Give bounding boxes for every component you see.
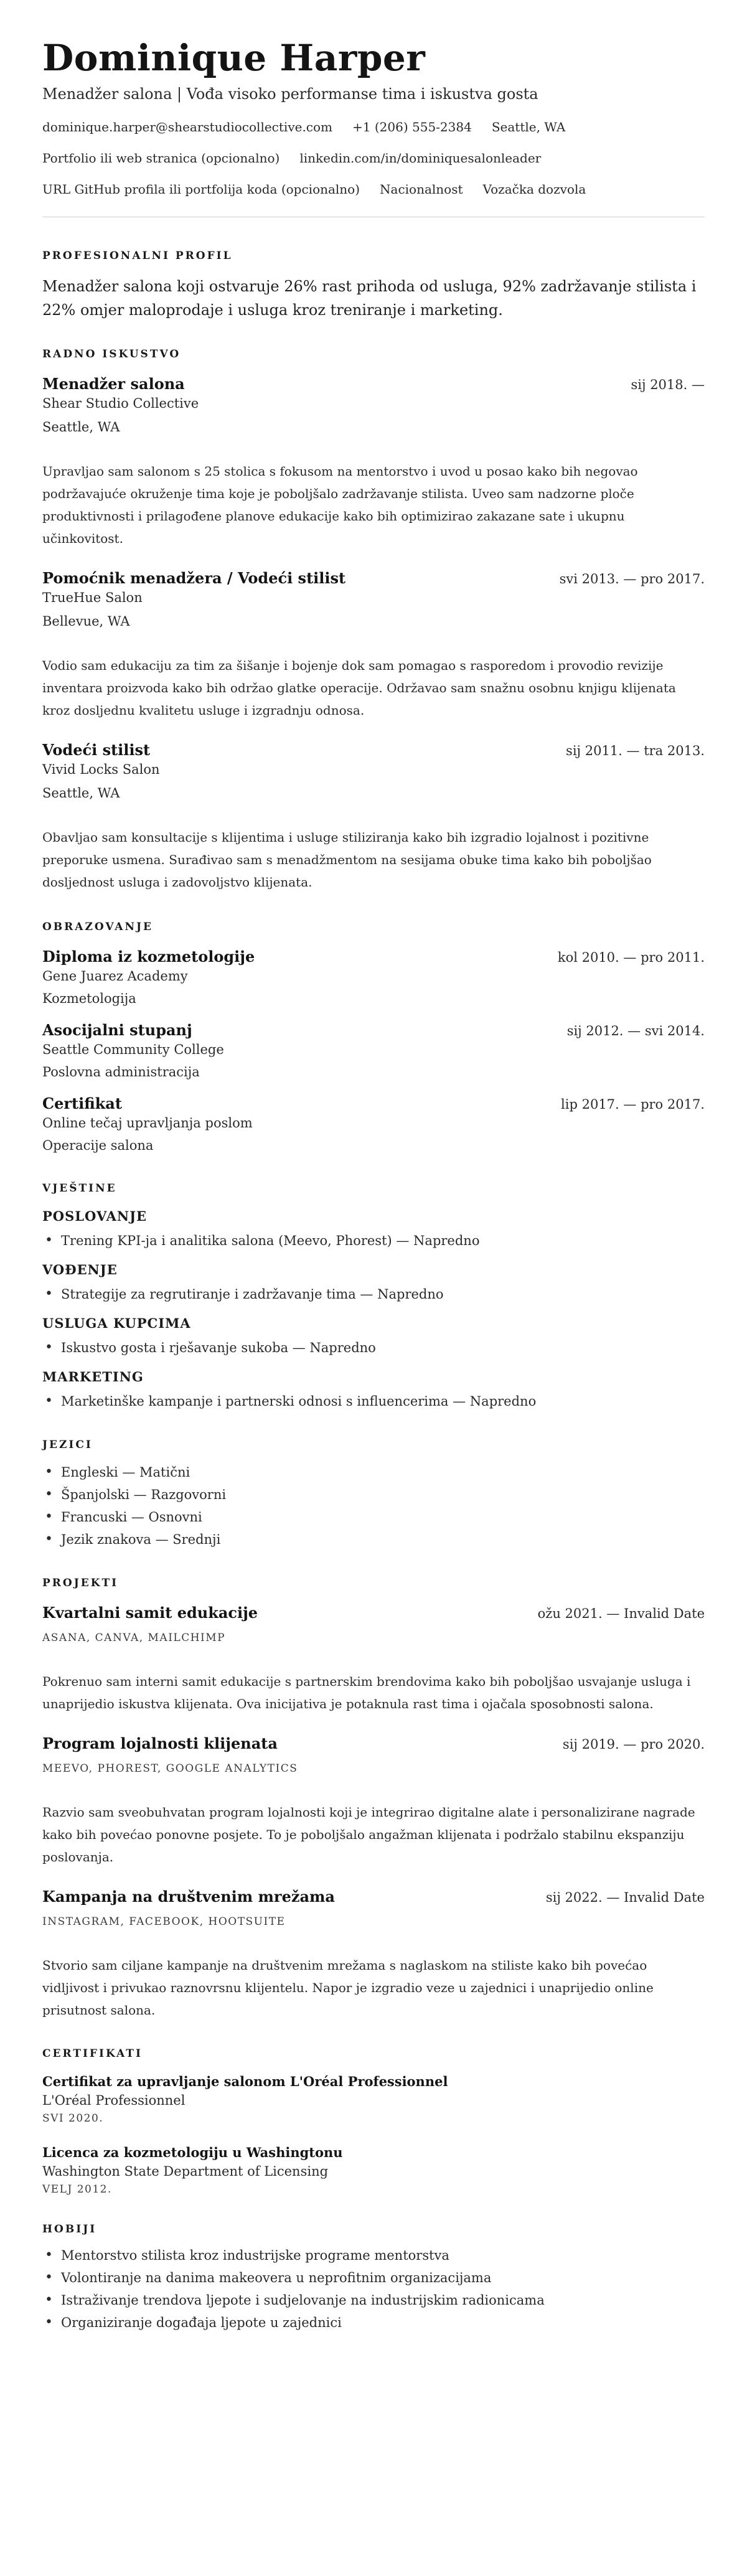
job-entry xyxy=(42,374,705,550)
education-entry xyxy=(42,947,705,1008)
project-description: Razvio sam sveobuhvatan program lojalnosti koji je integrirao digitalne alate i personalizirane nagrade kako bih povećao ponovne posjete. To je poboljšalo angažman klijenata i podržalo stabilnu ekspanziju poslovanja. xyxy=(42,1805,695,1864)
job-location: Seattle, WA xyxy=(42,420,120,435)
field-of-study: Poslovna administracija xyxy=(42,1065,200,1079)
project-entry xyxy=(42,1603,705,1715)
projects-section xyxy=(42,1576,705,2021)
project-title: Program lojalnosti klijenata xyxy=(42,1734,278,1752)
resume-header xyxy=(42,37,705,217)
skill-group xyxy=(42,1314,705,1359)
project-title: Kvartalni samit edukacije xyxy=(42,1604,258,1622)
job-date: sij 2018. — xyxy=(631,377,705,392)
github-link[interactable]: URL GitHub profila ili portfolija koda (opcionalno) xyxy=(42,182,360,197)
portfolio-link[interactable]: Portfolio ili web stranica (opcionalno) xyxy=(42,151,280,166)
headline: Menadžer salona | Vođa visoko performanse tima i iskustva gosta xyxy=(42,85,538,103)
hobbies-section xyxy=(42,2222,705,2334)
job-description: Vodio sam edukaciju za tim za šišanje i bojenje dok sam pomagao s rasporedom i provodio revizije inventara proizvoda kako bih održao glatke operacije. Održavao sam snažnu osobnu knjigu klijenata kroz dosljednu kvalitetu usluge i izgradnju odnosa. xyxy=(42,658,676,718)
location: Seattle, WA xyxy=(491,120,566,134)
project-date: ožu 2021. — Invalid Date xyxy=(537,1606,705,1621)
project-tools: ASANA, CANVA, MAILCHIMP xyxy=(42,1632,226,1644)
project-tools: INSTAGRAM, FACEBOOK, HOOTSUITE xyxy=(42,1916,286,1928)
certificates-section xyxy=(42,2046,705,2197)
field-of-study: Kozmetologija xyxy=(42,991,136,1006)
project-description: Stvorio sam ciljane kampanje na društvenim mrežama s naglaskom na stiliste kako bih povećao vidljivost i privukao raznovrsnu klijentelu. Napor je izgradio veze u zajednici i unaprijedio online prisutnost salona. xyxy=(42,1958,654,2018)
degree: Diploma iz kozmetologije xyxy=(42,947,255,966)
job-entry xyxy=(42,740,705,893)
school: Online tečaj upravljanja poslom xyxy=(42,1116,253,1131)
contact-row xyxy=(42,118,705,136)
education-section xyxy=(42,919,705,1155)
job-title: Pomoćnik menadžera / Vodeći stilist xyxy=(42,569,346,587)
languages-section xyxy=(42,1437,705,1551)
skill-group xyxy=(42,1261,705,1305)
company: Vivid Locks Salon xyxy=(42,762,160,777)
education-date: sij 2012. — svi 2014. xyxy=(566,1023,705,1038)
skill-item: • Trening KPI-ja i analitika salona (Meevo, Phorest) — Napredno xyxy=(42,1229,705,1252)
job-date: svi 2013. — pro 2017. xyxy=(559,571,705,586)
linkedin-link[interactable]: linkedin.com/in/dominiquesalonleader xyxy=(299,151,542,166)
skill-item: • Iskustvo gosta i rješavanje sukoba — Napredno xyxy=(42,1337,705,1359)
contact-row xyxy=(42,181,705,198)
project-entry xyxy=(42,1734,705,1868)
job-description: Obavljao sam konsultacije s klijentima i usluge stiliziranja kako bih izgradio lojalnost i pozitivne preporuke usmena. Surađivao sam s menadžmentom na sesijama obuke tima kako bih poboljšao dosljednost usluga i zadovoljstvo klijenata. xyxy=(42,830,652,890)
job-entry xyxy=(42,568,705,722)
phone-number[interactable]: +1 (206) 555-2384 xyxy=(352,120,472,134)
section-title: PROJEKTI xyxy=(42,1577,119,1589)
certificate-issuer: Washington State Department of Licensing xyxy=(42,2164,329,2179)
profile-section xyxy=(42,248,705,322)
language-item: • Jezik znakova — Srednji xyxy=(42,1528,705,1551)
job-title: Vodeći stilist xyxy=(42,741,151,759)
project-date: sij 2022. — Invalid Date xyxy=(545,1890,705,1905)
hobby-item: • Volontiranje na danima makeovera u neprofitnim organizacijama xyxy=(42,2267,705,2289)
job-title: Menadžer salona xyxy=(42,375,185,393)
field-of-study: Operacije salona xyxy=(42,1138,154,1153)
degree: Certifikat xyxy=(42,1094,122,1112)
certificate-name: Licenca za kozmetologiju u Washingtonu xyxy=(42,2145,343,2160)
experience-section xyxy=(42,347,705,893)
skill-group-title: USLUGA KUPCIMA xyxy=(42,1315,191,1331)
skill-item: • Marketinške kampanje i partnerski odnosi s influencerima — Napredno xyxy=(42,1390,705,1413)
project-title: Kampanja na društvenim mrežama xyxy=(42,1887,335,1906)
project-description: Pokrenuo sam interni samit edukacije s partnerskim brendovima kako bih poboljšao usvajanje usluga i unaprijedio iskustva klijenata. Ova inicijativa je potaknula rast tima i ojačala sposobnosti salona. xyxy=(42,1674,691,1711)
education-date: lip 2017. — pro 2017. xyxy=(561,1097,705,1112)
education-entry xyxy=(42,1094,705,1155)
job-location: Bellevue, WA xyxy=(42,614,130,629)
section-title: VJEŠTINE xyxy=(42,1182,117,1195)
skill-group-title: POSLOVANJE xyxy=(42,1208,148,1224)
skill-group-title: MARKETING xyxy=(42,1369,144,1384)
project-tools: MEEVO, PHOREST, GOOGLE ANALYTICS xyxy=(42,1762,298,1775)
education-entry xyxy=(42,1020,705,1081)
skill-group xyxy=(42,1368,705,1413)
language-item: • Španjolski — Razgovorni xyxy=(42,1483,705,1506)
skill-group-title: VOĐENJE xyxy=(42,1262,118,1277)
certificate-issuer: L'Oréal Professionnel xyxy=(42,2093,186,2108)
school: Seattle Community College xyxy=(42,1042,224,1057)
hobby-item: • Organiziranje događaja ljepote u zajednici xyxy=(42,2311,705,2334)
hobby-item: • Mentorstvo stilista kroz industrijske programe mentorstva xyxy=(42,2244,705,2267)
company: Shear Studio Collective xyxy=(42,396,199,411)
skill-item: • Strategije za regrutiranje i zadržavanje tima — Napredno xyxy=(42,1283,705,1305)
nationality: Nacionalnost xyxy=(380,182,463,197)
project-entry xyxy=(42,1887,705,2021)
contact-row xyxy=(42,149,705,167)
language-item: • Francuski — Osnovni xyxy=(42,1506,705,1528)
certificate-entry xyxy=(42,2072,705,2126)
job-location: Seattle, WA xyxy=(42,786,120,801)
section-title: CERTIFIKATI xyxy=(42,2047,143,2060)
section-title: OBRAZOVANJE xyxy=(42,921,154,933)
candidate-name: Dominique Harper xyxy=(42,37,426,79)
profile-summary: Menadžer salona koji ostvaruje 26% rast prihoda od usluga, 92% zadržavanje stilista i 22% omjer maloprodaje i usluga kroz treniranje i marketing. xyxy=(42,278,697,319)
drivers-license: Vozačka dozvola xyxy=(482,182,586,197)
job-date: sij 2011. — tra 2013. xyxy=(566,743,705,758)
certificate-entry xyxy=(42,2143,705,2197)
section-title: JEZICI xyxy=(42,1439,93,1451)
job-description: Upravljao sam salonom s 25 stolica s fokusom na mentorstvo i uvod u posao kako bih negovao podržavajuće okruženje tima koje je poboljšalo zadržavanje stilista. Uveo sam nadzorne ploče produktivnosti i prilagođene planove edukacije kako bih optimizirao zakazane sate i ukupnu učinkovitost. xyxy=(42,464,638,546)
certificate-date: VELJ 2012. xyxy=(42,2183,112,2196)
degree: Asocijalni stupanj xyxy=(42,1021,192,1039)
company: TrueHue Salon xyxy=(42,590,143,605)
section-title: PROFESIONALNI PROFIL xyxy=(42,250,233,262)
project-date: sij 2019. — pro 2020. xyxy=(562,1737,705,1752)
skills-section xyxy=(42,1181,705,1413)
certificate-name: Certifikat za upravljanje salonom L'Oréal Professionnel xyxy=(42,2074,448,2089)
section-title: HOBIJI xyxy=(42,2223,97,2235)
certificate-date: SVI 2020. xyxy=(42,2112,104,2125)
email-link[interactable]: dominique.harper@shearstudiocollective.com xyxy=(42,120,333,134)
section-title: RADNO ISKUSTVO xyxy=(42,348,181,360)
skill-group xyxy=(42,1207,705,1252)
education-date: kol 2010. — pro 2011. xyxy=(557,950,705,965)
hobby-item: • Istraživanje trendova ljepote i sudjelovanje na industrijskim radionicama xyxy=(42,2289,705,2311)
language-item: • Engleski — Matični xyxy=(42,1461,705,1483)
school: Gene Juarez Academy xyxy=(42,969,188,984)
